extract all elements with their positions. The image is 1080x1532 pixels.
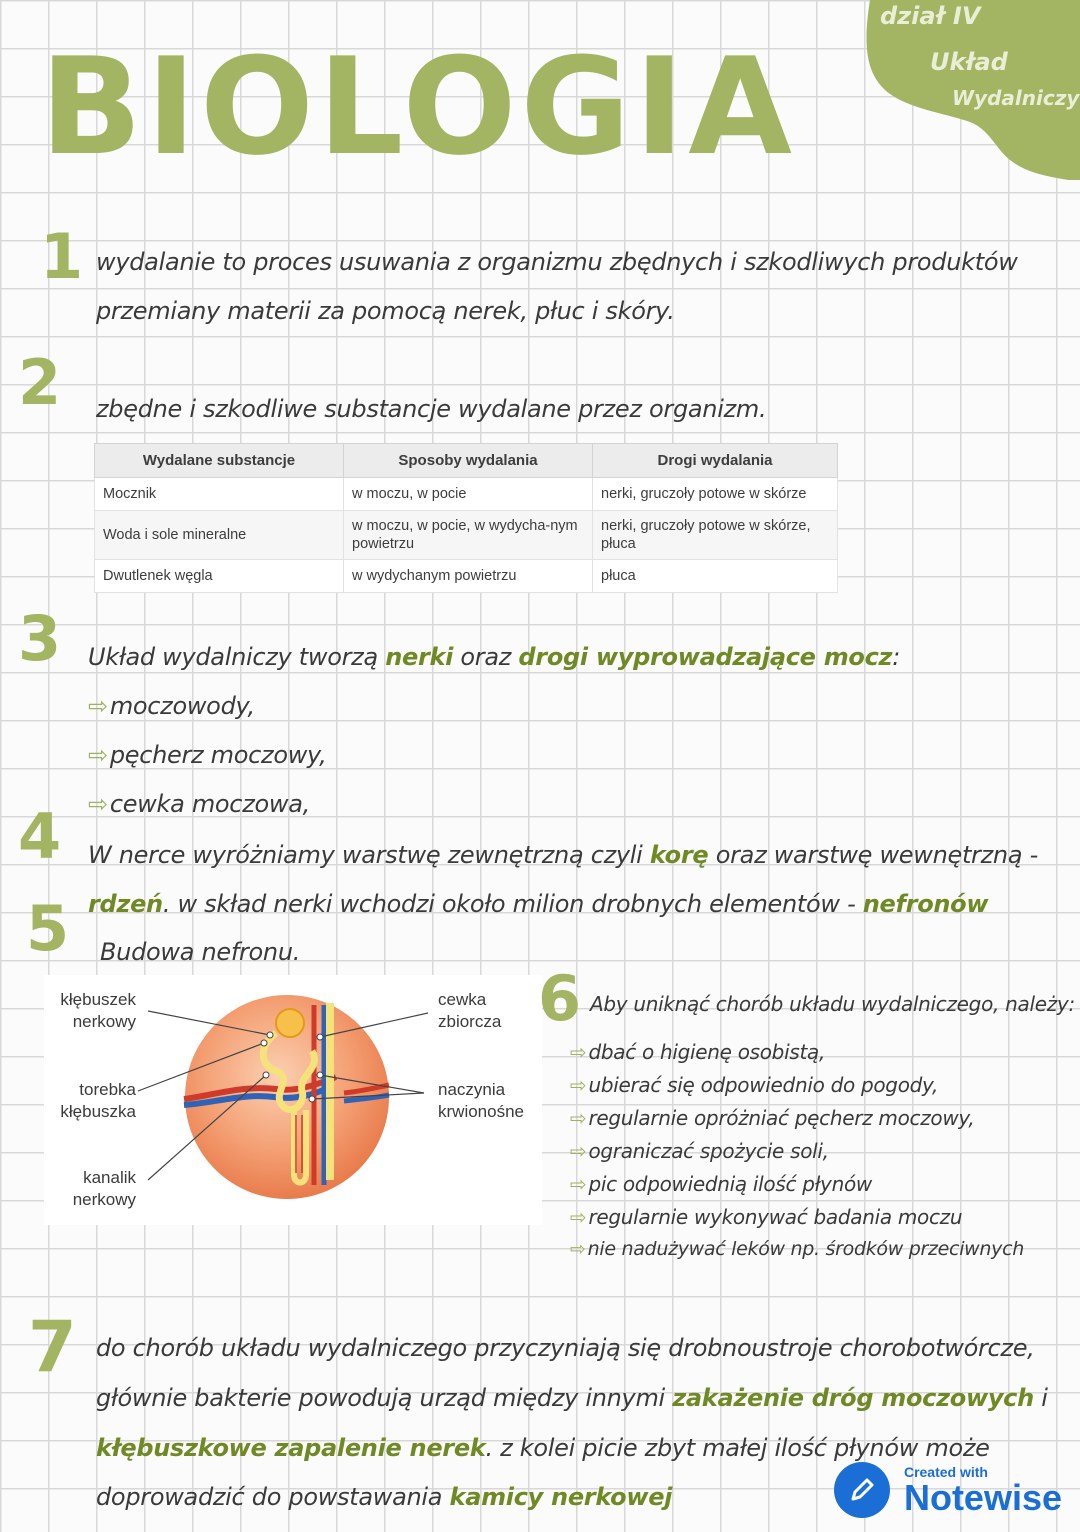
s5-text: Budowa nefronu. <box>100 938 301 966</box>
s1-line1: wydalanie to proces usuwania z organizmu zbędnych i szkodliwych produktów <box>96 248 1018 276</box>
arrow-icon: ⇨ <box>570 1106 587 1130</box>
highlight-zapalenie: kłębuszkowe zapalenie nerek <box>96 1434 486 1462</box>
table-header-row <box>95 444 838 478</box>
label-collecting-duct: cewka zbiorcza <box>438 990 502 1032</box>
badge-created-with: Created with <box>903 1464 988 1480</box>
section-number-6: 6 <box>538 962 582 1035</box>
section-number-4: 4 <box>18 800 62 873</box>
table-cell: płuca <box>593 560 838 593</box>
section-number-2: 2 <box>18 346 62 419</box>
table-cell: Dwutlenek węgla <box>95 560 344 593</box>
page-title: BIOLOGIA <box>40 29 796 185</box>
table-cell: w wydychanym powietrzu <box>344 560 593 593</box>
s7-line3: kłębuszkowe zapalenie nerek. z kolei picie zbyt małej ilość płynów może <box>96 1434 990 1462</box>
corner-subject-2: Wydalniczy <box>952 86 1080 110</box>
table-header: Sposoby wydalania <box>344 444 593 478</box>
s4-line1: W nerce wyróżniamy warstwę zewnętrzną czyli korę oraz warstwę wewnętrzną - <box>88 841 1038 869</box>
substances-table <box>94 443 838 593</box>
s7-line1: do chorób układu wydalniczego przyczyniają się drobnoustroje chorobotwórcze, <box>96 1334 1035 1362</box>
highlight-zakazenie: zakażenie dróg moczowych <box>672 1384 1034 1412</box>
table-row <box>95 511 838 560</box>
corner-subject-1: Układ <box>930 48 1008 76</box>
table-cell: w moczu, w pocie, w wydycha-nym powietrzu <box>344 511 593 560</box>
list-item: ⇨ nie nadużywać leków np. środków przeciwnych <box>570 1238 1024 1260</box>
pencil-icon <box>834 1462 890 1518</box>
arrow-icon: ⇨ <box>570 1205 587 1229</box>
highlight-kamica: kamicy nerkowej <box>449 1483 673 1511</box>
highlight-drogi: drogi wyprowadzające mocz <box>518 643 893 671</box>
s1-line2: przemiany materii za pomocą nerek, płuc i skóry. <box>96 297 675 325</box>
section-number-1: 1 <box>40 220 84 293</box>
table-header: Wydalane substancje <box>95 444 344 478</box>
label-glomerulus: kłębuszek nerkowy <box>60 990 136 1032</box>
s3-text: Układ wydalniczy tworzą nerki oraz drogi wyprowadzające mocz: <box>88 643 900 671</box>
highlight-nefronow: nefronów <box>862 890 989 918</box>
label-capsule: torebka kłębuszka <box>60 1080 136 1122</box>
list-item: ⇨ regularnie wykonywać badania moczu <box>570 1205 963 1229</box>
table-row <box>95 560 838 593</box>
highlight-nerki: nerki <box>385 643 454 671</box>
arrow-icon: ⇨ <box>88 790 108 818</box>
nephron-diagram <box>44 975 542 1225</box>
s6-text: Aby uniknąć chorób układu wydalniczego, należy: <box>590 992 1075 1016</box>
s2-text: zbędne i szkodliwe substancje wydalane przez organizm. <box>96 395 767 423</box>
table-cell: Mocznik <box>95 478 344 511</box>
s7-line2: głównie bakterie powodują urząd między innymi zakażenie dróg moczowych i <box>96 1384 1048 1412</box>
badge-brand: Notewise <box>903 1477 1062 1518</box>
list-item: ⇨ pic odpowiednią ilość płynów <box>570 1172 872 1196</box>
arrow-icon: ⇨ <box>570 1172 587 1196</box>
notewise-badge[interactable] <box>834 1462 1062 1518</box>
list-item: ⇨moczowody, <box>88 692 255 720</box>
s4-line2: rdzeń. w skład nerki wchodzi około milion drobnych elementów - nefronów <box>88 890 989 918</box>
list-item: ⇨ ubierać się odpowiednio do pogody, <box>570 1073 939 1097</box>
arrow-icon: ⇨ <box>570 1073 587 1097</box>
table-cell: nerki, gruczoły potowe w skórze, płuca <box>593 511 838 560</box>
table-cell: nerki, gruczoły potowe w skórze <box>593 478 838 511</box>
table-row <box>95 478 838 511</box>
label-blood-vessels: naczynia krwionośne <box>438 1080 524 1122</box>
section-number-3: 3 <box>18 602 62 675</box>
arrow-icon: ⇨ <box>570 1040 587 1064</box>
corner-chapter: dział IV <box>880 2 981 30</box>
arrow-icon: ⇨ <box>88 692 108 720</box>
list-item: ⇨pęcherz moczowy, <box>88 741 327 769</box>
arrow-icon: ⇨ <box>570 1238 586 1260</box>
s7-line4: doprowadzić do powstawania kamicy nerkowej <box>96 1483 673 1511</box>
table-cell: Woda i sole mineralne <box>95 511 344 560</box>
list-item: ⇨ ograniczać spożycie soli, <box>570 1139 829 1163</box>
arrow-icon: ⇨ <box>88 741 108 769</box>
label-tubule: kanalik nerkowy <box>72 1168 136 1210</box>
list-item: ⇨cewka moczowa, <box>88 790 310 818</box>
list-item: ⇨ regularnie opróżniać pęcherz moczowy, <box>570 1106 975 1130</box>
section-number-5: 5 <box>26 892 70 965</box>
list-item: ⇨ dbać o higienę osobistą, <box>570 1040 826 1064</box>
table-cell: w moczu, w pocie <box>344 478 593 511</box>
table-header: Drogi wydalania <box>593 444 838 478</box>
highlight-rdzen: rdzeń <box>88 890 163 918</box>
section-number-7: 7 <box>28 1306 77 1388</box>
arrow-icon: ⇨ <box>570 1139 587 1163</box>
highlight-kora: korę <box>649 841 709 869</box>
